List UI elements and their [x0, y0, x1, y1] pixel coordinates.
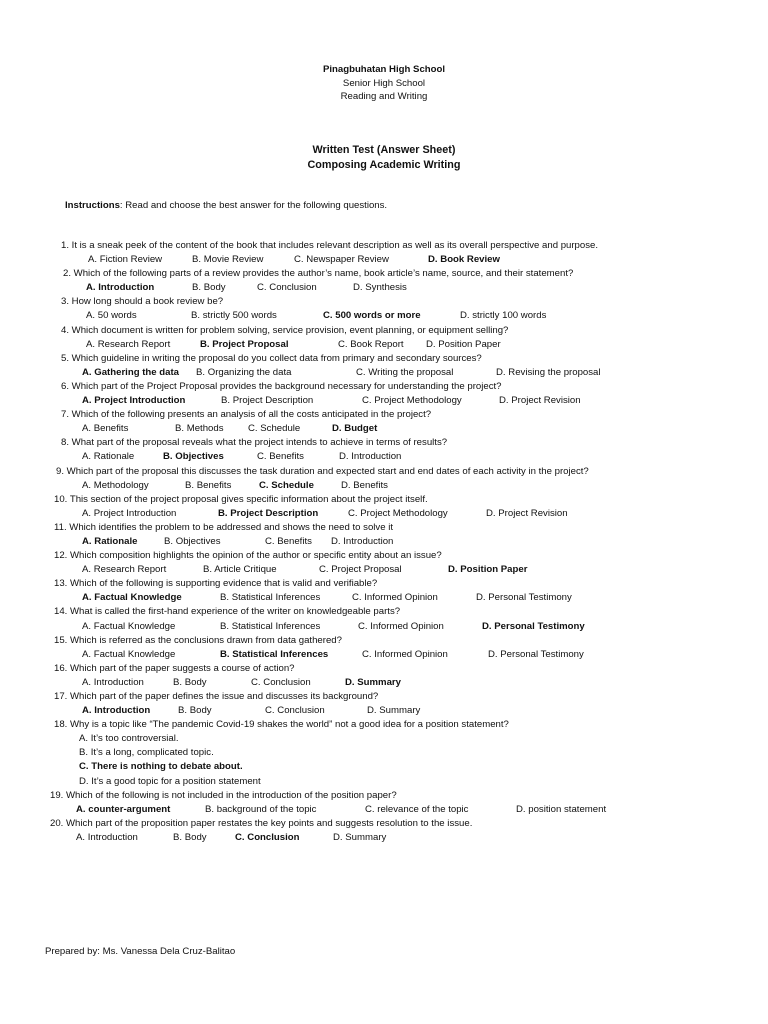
instructions-text: : Read and choose the best answer for the following questions. [119, 200, 388, 211]
test-subtitle: Composing Academic Writing [307, 159, 461, 171]
options-row [0, 803, 768, 817]
answer-option: A. Fiction Review [88, 254, 163, 266]
answer-option: B. Objectives [164, 535, 221, 547]
test-title: Written Test (Answer Sheet) [312, 144, 456, 156]
options-row [0, 366, 768, 380]
correct-option: D. Position Paper [448, 564, 528, 576]
answer-option: B. Body [173, 831, 207, 843]
correct-option: B. Project Proposal [200, 338, 289, 350]
correct-option: C. Conclusion [235, 831, 300, 843]
answer-option: D. Project Revision [499, 395, 581, 407]
correct-option: C. 500 words or more [323, 310, 421, 322]
question-text: 5. Which guideline in writing the proposal do you collect data from primary and secondary sources? [61, 352, 482, 364]
question-item [0, 605, 768, 633]
question-item [0, 352, 768, 380]
answer-option: C. Newspaper Review [294, 254, 389, 266]
question-text: 18. Why is a topic like “The pandemic Covid-19 shakes the world” not a good idea for a position statement? [54, 719, 509, 731]
options-row [0, 563, 768, 577]
question-text: 19. Which of the following is not included in the introduction of the position paper? [50, 789, 397, 801]
answer-option: A. It’s too controversial. [79, 733, 179, 745]
question-item [0, 295, 768, 323]
question-text: 1. It is a sneak peek of the content of the book that includes relevant description as well as its overall perspective and purpose. [61, 240, 599, 251]
answer-option: B. Statistical Inferences [220, 592, 321, 604]
question-text: 14. What is called the first-hand experience of the writer on knowledgeable parts? [54, 606, 401, 618]
question-text: 4. Which document is written for problem solving, service provision, event planning, or equipment selling? [61, 324, 509, 336]
answer-option: A. Introduction [82, 676, 144, 688]
question-item [0, 690, 768, 718]
answer-option: D. Project Revision [486, 507, 568, 519]
question-item [0, 493, 768, 521]
answer-option: B. strictly 500 words [191, 310, 277, 322]
answer-option: D. Synthesis [353, 282, 407, 294]
options-row [0, 281, 768, 295]
correct-option: B. Statistical Inferences [220, 648, 329, 660]
answer-option: C. Project Methodology [348, 507, 448, 519]
answer-option: D. Position Paper [426, 338, 501, 350]
options-row [0, 450, 768, 464]
correct-option: A. Gathering the data [82, 366, 180, 378]
correct-option: B. Objectives [163, 451, 224, 463]
answer-option: B. It’s a long, complicated topic. [79, 747, 214, 759]
answer-option: C. Conclusion [257, 282, 317, 294]
question-list [0, 239, 768, 845]
answer-option: C. Informed Opinion [358, 620, 444, 632]
question-item [0, 408, 768, 436]
options-row [0, 422, 768, 436]
options-row [0, 479, 768, 493]
answer-option: D. Introduction [339, 451, 402, 463]
answer-option: D. Benefits [341, 479, 388, 491]
answer-option: C. Conclusion [265, 705, 325, 717]
correct-option: B. Project Description [218, 507, 319, 519]
answer-option: C. Conclusion [251, 676, 311, 688]
answer-option: A. Research Report [86, 338, 171, 350]
correct-option: D. Summary [345, 676, 401, 688]
answer-option: A. Introduction [76, 831, 138, 843]
answer-option: B. Project Description [221, 395, 314, 407]
question-text: 3. How long should a book review be? [61, 296, 224, 308]
answer-option: D. Personal Testimony [476, 592, 572, 604]
answer-option: D. It’s a good topic for a position statement [79, 775, 261, 787]
question-item [0, 267, 768, 295]
correct-option: D. Book Review [428, 254, 500, 266]
options-row [0, 676, 768, 690]
options-row [0, 648, 768, 662]
question-item [0, 662, 768, 690]
correct-option: A. counter-argument [76, 803, 171, 815]
options-row [0, 535, 768, 549]
answer-option: D. strictly 100 words [460, 310, 547, 322]
answer-option: B. Movie Review [192, 254, 264, 266]
correct-option: A. Project Introduction [82, 395, 186, 407]
correct-option: A. Introduction [82, 705, 151, 717]
options-row [0, 394, 768, 408]
question-item [0, 817, 768, 845]
question-text: 10. This section of the project proposal gives specific information about the project itself. [54, 493, 428, 505]
question-text: 12. Which composition highlights the opinion of the author or specific entity about an issue? [54, 550, 442, 562]
question-text: 7. Which of the following presents an analysis of all the costs anticipated in the project? [61, 409, 432, 421]
answer-option: B. Statistical Inferences [220, 620, 321, 632]
department-name: Senior High School [342, 78, 426, 89]
answer-option: C. Benefits [257, 451, 304, 463]
question-item [0, 549, 768, 577]
question-text: 16. Which part of the paper suggests a course of action? [54, 662, 295, 674]
answer-option: A. Factual Knowledge [82, 648, 176, 660]
answer-option: C. Benefits [265, 535, 312, 547]
question-item [0, 465, 768, 493]
answer-option: D. Personal Testimony [488, 648, 584, 660]
answer-option: A. Project Introduction [82, 507, 177, 519]
options-row [0, 704, 768, 718]
answer-option: B. background of the topic [205, 803, 317, 815]
question-item [0, 380, 768, 408]
school-name: Pinagbuhatan High School [322, 64, 446, 75]
instructions [65, 199, 387, 213]
correct-option: D. Budget [332, 423, 378, 435]
answer-option: C. Informed Opinion [362, 648, 448, 660]
answer-option: B. Methods [175, 423, 224, 435]
answer-option: D. Summary [367, 705, 421, 717]
question-item [0, 521, 768, 549]
answer-option: C. Schedule [248, 423, 301, 435]
question-text: 17. Which part of the paper defines the issue and discusses its background? [54, 691, 379, 702]
question-item [0, 634, 768, 662]
correct-option: A. Introduction [86, 282, 155, 294]
question-text: 11. Which identifies the problem to be addressed and shows the need to solve it [54, 521, 394, 533]
answer-option: D. position statement [516, 803, 607, 815]
answer-option: B. Body [192, 282, 226, 294]
question-text: 9. Which part of the proposal this discusses the task duration and expected start and end dates of each activity in the project? [56, 465, 589, 477]
question-item [0, 436, 768, 464]
answer-option: A. Factual Knowledge [82, 620, 176, 632]
answer-option: A. Methodology [82, 479, 149, 491]
question-item [0, 324, 768, 352]
answer-option: C. Project Methodology [362, 395, 462, 407]
answer-option: B. Body [173, 676, 207, 688]
prepared-by: Prepared by: Ms. Vanessa Dela Cruz-Balitao [45, 946, 236, 957]
answer-option: C. Writing the proposal [356, 366, 454, 378]
answer-option: A. Benefits [82, 423, 129, 435]
answer-option: A. 50 words [86, 310, 137, 322]
answer-option: D. Introduction [331, 535, 394, 547]
question-text: 2. Which of the following parts of a review provides the author’s name, book article’s name, source, and their statement? [63, 268, 574, 280]
correct-option: D. Personal Testimony [482, 620, 585, 632]
correct-option: C. There is nothing to debate about. [79, 761, 243, 773]
answer-option: B. Body [178, 705, 212, 717]
answer-option: D. Revising the proposal [496, 366, 601, 378]
answer-option: B. Article Critique [203, 564, 277, 576]
correct-option: A. Factual Knowledge [82, 592, 182, 604]
answer-option: B. Benefits [185, 479, 232, 491]
answer-option: C. Informed Opinion [352, 592, 438, 604]
options-row [0, 338, 768, 352]
question-text: 20. Which part of the proposition paper restates the key points and suggests resolution to the issue. [50, 817, 473, 829]
correct-option: C. Schedule [259, 479, 314, 491]
answer-option: A. Rationale [82, 451, 135, 463]
answer-option: A. Research Report [82, 564, 167, 576]
subject-name: Reading and Writing [340, 91, 428, 102]
options-row [0, 253, 768, 267]
question-item [0, 577, 768, 605]
question-text: 8. What part of the proposal reveals what the project intends to achieve in terms of results? [61, 437, 448, 449]
correct-option: A. Rationale [82, 535, 138, 547]
question-text: 6. Which part of the Project Proposal provides the background necessary for understanding the project? [61, 380, 502, 392]
options-row [0, 831, 768, 845]
answer-option: C. Book Report [338, 338, 404, 350]
answer-option: C. Project Proposal [319, 564, 402, 576]
options-row [0, 591, 768, 605]
question-item [0, 718, 768, 788]
question-item [0, 239, 768, 267]
instructions-label: Instructions [65, 200, 120, 211]
answer-option: C. relevance of the topic [365, 803, 469, 815]
question-text: 13. Which of the following is supporting evidence that is valid and verifiable? [54, 578, 378, 590]
options-row [0, 309, 768, 323]
question-text: 15. Which is referred as the conclusions drawn from data gathered? [54, 634, 342, 646]
answer-option: D. Summary [333, 831, 387, 843]
question-item [0, 789, 768, 817]
options-row [0, 620, 768, 634]
options-row [0, 507, 768, 521]
answer-option: B. Organizing the data [196, 366, 292, 378]
